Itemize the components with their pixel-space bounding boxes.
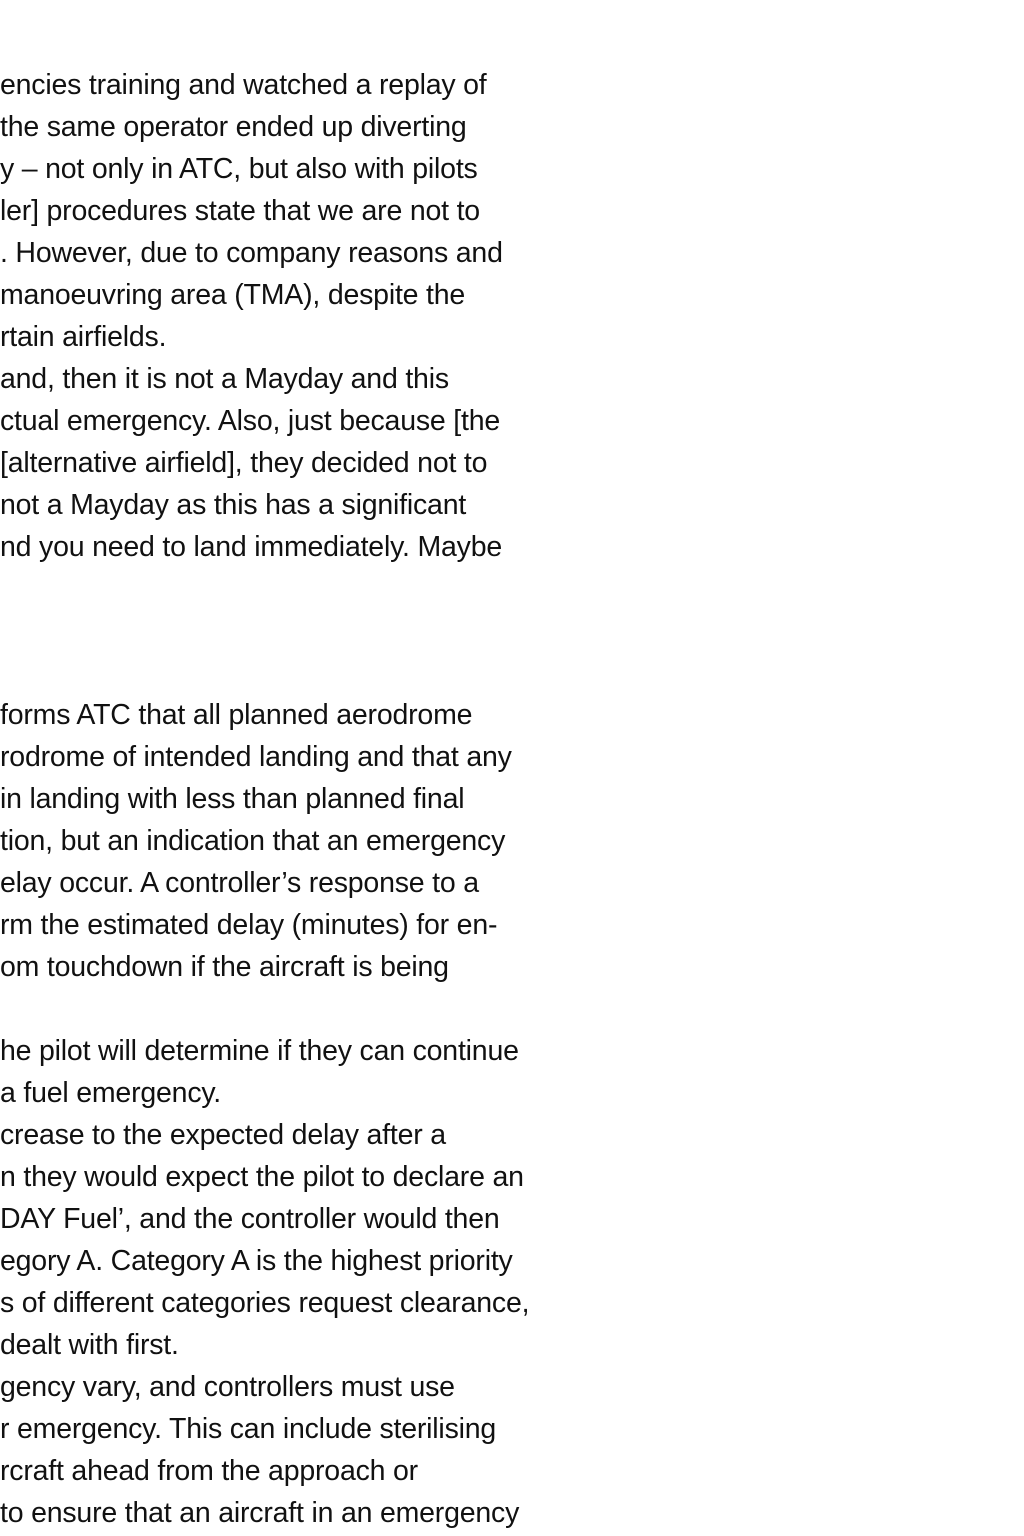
text-line: y – not only in ATC, but also with pilots [0, 153, 478, 185]
text-line: dealt with first. [0, 1329, 179, 1361]
text-line: not a Mayday as this has a significant [0, 489, 467, 521]
text-line: a fuel emergency. [0, 1077, 222, 1109]
text-line: he pilot will determine if they can continue [0, 1035, 519, 1067]
text-line: s of different categories request clearance, [0, 1287, 530, 1319]
text-line: elay occur. A controller’s response to a [0, 867, 479, 899]
text-line: rtain airfields. [0, 321, 167, 353]
text-line: rodrome of intended landing and that any [0, 741, 512, 773]
text-line: manoeuvring area (TMA), despite the [0, 279, 466, 311]
text-line: rcraft ahead from the approach or [0, 1455, 418, 1487]
text-line: forms ATC that all planned aerodrome [0, 699, 473, 731]
text-line: ler] procedures state that we are not to [0, 195, 480, 227]
text-line: crease to the expected delay after a [0, 1119, 446, 1151]
text-line: ctual emergency. Also, just because [the [0, 405, 501, 437]
text-line: [alternative airfield], they decided not to [0, 447, 488, 479]
text-line: in landing with less than planned final [0, 783, 465, 815]
text-line: n they would expect the pilot to declare an [0, 1161, 524, 1193]
text-line: om touchdown if the aircraft is being [0, 951, 449, 983]
text-line: rm the estimated delay (minutes) for en- [0, 909, 498, 941]
text-line: . However, due to company reasons and [0, 237, 503, 269]
text-line: and, then it is not a Mayday and this [0, 363, 449, 395]
text-line: r emergency. This can include sterilising [0, 1413, 497, 1445]
text-line: egory A. Category A is the highest priority [0, 1245, 513, 1277]
text-line: the same operator ended up diverting [0, 111, 467, 143]
text-line: gency vary, and controllers must use [0, 1371, 455, 1403]
text-line: DAY Fuel’, and the controller would then [0, 1203, 500, 1235]
text-line: to ensure that an aircraft in an emergency [0, 1497, 520, 1529]
text-line: tion, but an indication that an emergency [0, 825, 506, 857]
text-line: encies training and watched a replay of [0, 69, 487, 101]
text-line: nd you need to land immediately. Maybe [0, 531, 503, 563]
